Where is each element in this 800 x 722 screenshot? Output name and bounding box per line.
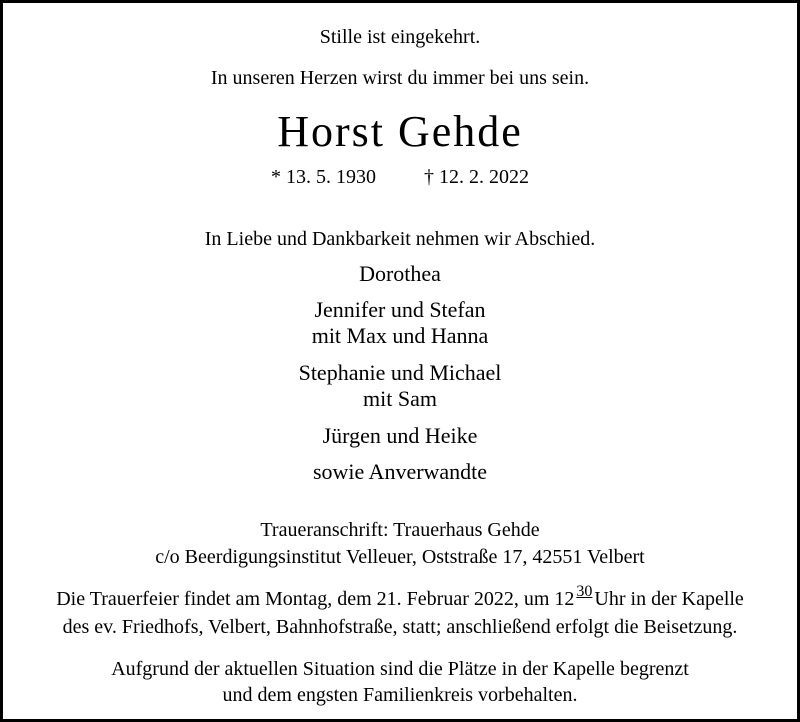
notice-line: Aufgrund der aktuellen Situation sind die Plätze in der Kapelle begrenzt — [111, 658, 689, 680]
mourner-name: Jennifer und Stefan — [314, 297, 486, 322]
ceremony-line — [3, 583, 797, 611]
farewell-text: In Liebe und Dankbarkeit nehmen wir Abschied. — [204, 228, 596, 250]
mourner-name: Dorothea — [359, 261, 441, 286]
death-date: † 12. 2. 2022 — [424, 166, 529, 188]
ceremony-text: Die Trauerfeier findet am Montag, dem 21. Februar 2022, um 12 — [56, 588, 575, 610]
address-line: Traueranschrift: Trauerhaus Gehde — [260, 519, 540, 541]
mourner-name: sowie Anverwandte — [312, 459, 488, 484]
ceremony-time-minutes: 30 — [576, 583, 593, 600]
ceremony-text-end: Uhr in der Kapelle — [594, 588, 744, 610]
mourner-name: Stephanie und Michael — [298, 360, 502, 385]
deceased-name: Horst Gehde — [277, 107, 523, 156]
subtitle: In unseren Herzen wirst du immer bei uns sein. — [210, 67, 590, 89]
mourner-name: mit Sam — [363, 386, 437, 411]
mourner-name: mit Max und Hanna — [311, 323, 489, 348]
notice-line: und dem engsten Familienkreis vorbehalten. — [222, 684, 578, 706]
ceremony-line: des ev. Friedhofs, Velbert, Bahnhofstraße, statt; anschließend erfolgt die Beisetzung. — [62, 616, 738, 638]
life-dates — [3, 165, 797, 189]
address-line: c/o Beerdigungsinstitut Velleuer, Oststraße 17, 42551 Velbert — [155, 546, 645, 568]
birth-date: * 13. 5. 1930 — [271, 166, 376, 188]
motto: Stille ist eingekehrt. — [319, 26, 481, 48]
mourner-name: Jürgen und Heike — [322, 423, 478, 448]
